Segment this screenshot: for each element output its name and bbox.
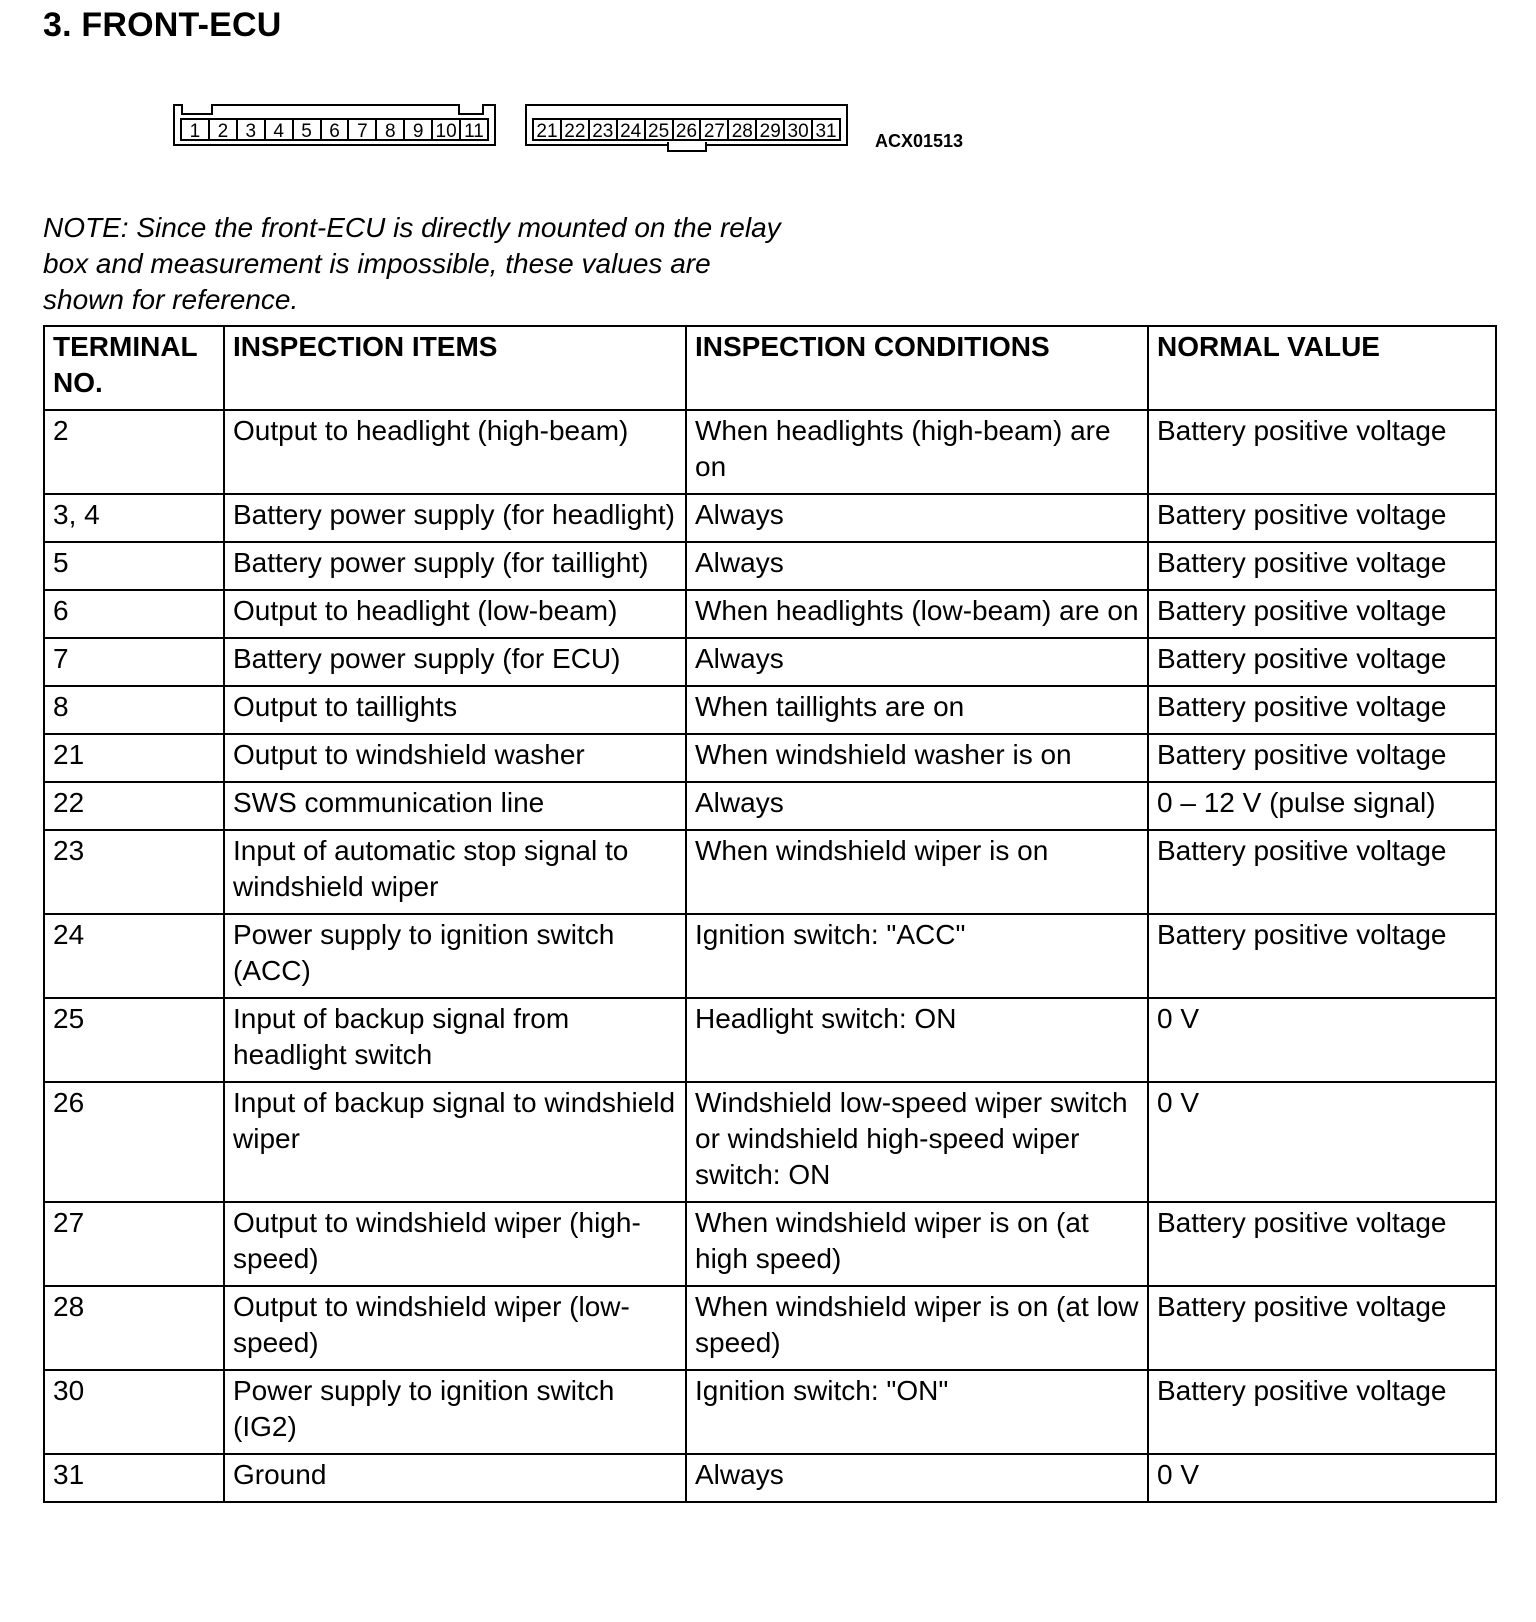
- terminal-no-cell: 6: [44, 590, 224, 638]
- terminal-no-cell: 27: [44, 1202, 224, 1286]
- connector-pin: 30: [785, 120, 813, 139]
- connector-pin: 11: [464, 121, 484, 139]
- terminal-no-cell: 31: [44, 1454, 224, 1502]
- normal-value-cell: Battery positive voltage: [1148, 410, 1496, 494]
- inspection-item-cell: Power supply to ignition switch (ACC): [224, 914, 686, 998]
- table-row: [44, 1454, 1496, 1502]
- inspection-item-cell: Input of backup signal to windshield wiper: [224, 1082, 686, 1202]
- inspection-item-cell: Ground: [224, 1454, 686, 1502]
- connector-diagram-right: [525, 104, 848, 146]
- normal-value-cell: 0 – 12 V (pulse signal): [1148, 782, 1496, 830]
- normal-value-cell: 0 V: [1148, 998, 1496, 1082]
- connector-pin-row-right: [532, 118, 841, 141]
- inspection-condition-cell: Always: [686, 542, 1148, 590]
- inspection-item-cell: Output to windshield wiper (low-speed): [224, 1286, 686, 1370]
- inspection-condition-cell: When windshield washer is on: [686, 734, 1148, 782]
- terminal-no-cell: 3, 4: [44, 494, 224, 542]
- inspection-item-cell: Output to taillights: [224, 686, 686, 734]
- connector-pin: 29: [757, 120, 785, 139]
- inspection-condition-cell: Headlight switch: ON: [686, 998, 1148, 1082]
- connector-pin: 10: [433, 120, 461, 139]
- inspection-condition-cell: When headlights (low-beam) are on: [686, 590, 1148, 638]
- table-row: [44, 734, 1496, 782]
- table-row: [44, 1370, 1496, 1454]
- inspection-condition-cell: When windshield wiper is on: [686, 830, 1148, 914]
- connector-pin: 2: [210, 120, 238, 139]
- connector-pin-row-left: [180, 118, 489, 141]
- normal-value-cell: 0 V: [1148, 1082, 1496, 1202]
- normal-value-cell: Battery positive voltage: [1148, 590, 1496, 638]
- inspection-condition-cell: Always: [686, 638, 1148, 686]
- inspection-condition-cell: When windshield wiper is on (at low speed): [686, 1286, 1148, 1370]
- terminal-no-cell: 8: [44, 686, 224, 734]
- connector-pin: 25: [646, 120, 674, 139]
- inspection-item-cell: Output to headlight (high-beam): [224, 410, 686, 494]
- terminal-no-cell: 7: [44, 638, 224, 686]
- inspection-condition-cell: When headlights (high-beam) are on: [686, 410, 1148, 494]
- inspection-condition-cell: When windshield wiper is on (at high speed): [686, 1202, 1148, 1286]
- normal-value-cell: Battery positive voltage: [1148, 542, 1496, 590]
- inspection-condition-cell: Always: [686, 782, 1148, 830]
- connector-pin: 5: [294, 120, 322, 139]
- section-title: 3. FRONT-ECU: [43, 6, 282, 44]
- header-inspection-conditions: INSPECTION CONDITIONS: [686, 326, 1148, 410]
- terminal-no-cell: 2: [44, 410, 224, 494]
- connector-pin: 28: [729, 120, 757, 139]
- table-body: [44, 410, 1496, 1502]
- inspection-condition-cell: Ignition switch: "ON": [686, 1370, 1148, 1454]
- inspection-item-cell: Output to windshield washer: [224, 734, 686, 782]
- connector-pin: 23: [590, 120, 618, 139]
- terminal-no-cell: 30: [44, 1370, 224, 1454]
- inspection-item-cell: SWS communication line: [224, 782, 686, 830]
- terminal-no-cell: 25: [44, 998, 224, 1082]
- table-row: [44, 1082, 1496, 1202]
- normal-value-cell: Battery positive voltage: [1148, 494, 1496, 542]
- inspection-condition-cell: Always: [686, 494, 1148, 542]
- normal-value-cell: Battery positive voltage: [1148, 734, 1496, 782]
- table-row: [44, 686, 1496, 734]
- connector-diagram-left: [173, 104, 496, 146]
- header-terminal-no: TERMINAL NO.: [44, 326, 224, 410]
- inspection-item-cell: Output to windshield wiper (high-speed): [224, 1202, 686, 1286]
- terminal-no-cell: 22: [44, 782, 224, 830]
- connector-latch: [181, 104, 213, 115]
- inspection-item-cell: Battery power supply (for taillight): [224, 542, 686, 590]
- table-row: [44, 782, 1496, 830]
- connector-pin: 31: [815, 121, 837, 139]
- connector-code: ACX01513: [875, 131, 964, 151]
- table-row: [44, 638, 1496, 686]
- connector-key: [667, 142, 707, 152]
- connector-pin: 1: [182, 120, 210, 139]
- normal-value-cell: Battery positive voltage: [1148, 1286, 1496, 1370]
- inspection-item-cell: Input of backup signal from headlight switch: [224, 998, 686, 1082]
- connector-pin: 21: [534, 120, 562, 139]
- reference-note: NOTE: Since the front-ECU is directly mounted on the relay box and measurement is impossible, these values are shown for reference.: [43, 212, 781, 315]
- inspection-item-cell: Input of automatic stop signal to windshield wiper: [224, 830, 686, 914]
- table-row: [44, 494, 1496, 542]
- connector-pin: 3: [238, 120, 266, 139]
- header-normal-value: NORMAL VALUE: [1148, 326, 1496, 410]
- terminal-no-cell: 21: [44, 734, 224, 782]
- terminal-spec-table: [43, 325, 1497, 1503]
- terminal-no-cell: 26: [44, 1082, 224, 1202]
- inspection-condition-cell: Ignition switch: "ACC": [686, 914, 1148, 998]
- normal-value-cell: Battery positive voltage: [1148, 914, 1496, 998]
- inspection-item-cell: Battery power supply (for headlight): [224, 494, 686, 542]
- table-row: [44, 914, 1496, 998]
- connector-pin: 22: [562, 120, 590, 139]
- connector-pin: 8: [377, 120, 405, 139]
- table-row: [44, 542, 1496, 590]
- connector-pin: 24: [618, 120, 646, 139]
- terminal-no-cell: 28: [44, 1286, 224, 1370]
- normal-value-cell: Battery positive voltage: [1148, 1202, 1496, 1286]
- connector-pin: 7: [349, 120, 377, 139]
- table-row: [44, 830, 1496, 914]
- terminal-no-cell: 5: [44, 542, 224, 590]
- inspection-condition-cell: When taillights are on: [686, 686, 1148, 734]
- normal-value-cell: Battery positive voltage: [1148, 638, 1496, 686]
- inspection-condition-cell: Windshield low-speed wiper switch or windshield high-speed wiper switch: ON: [686, 1082, 1148, 1202]
- normal-value-cell: Battery positive voltage: [1148, 686, 1496, 734]
- table-row: [44, 590, 1496, 638]
- terminal-no-cell: 23: [44, 830, 224, 914]
- terminal-no-cell: 24: [44, 914, 224, 998]
- connector-pin: 26: [674, 120, 702, 139]
- normal-value-cell: Battery positive voltage: [1148, 830, 1496, 914]
- table-row: [44, 1202, 1496, 1286]
- header-inspection-items: INSPECTION ITEMS: [224, 326, 686, 410]
- connector-pin: 4: [266, 120, 294, 139]
- inspection-item-cell: Battery power supply (for ECU): [224, 638, 686, 686]
- table-row: [44, 410, 1496, 494]
- normal-value-cell: Battery positive voltage: [1148, 1370, 1496, 1454]
- connector-latch: [458, 104, 484, 115]
- inspection-item-cell: Output to headlight (low-beam): [224, 590, 686, 638]
- normal-value-cell: 0 V: [1148, 1454, 1496, 1502]
- connector-pin: 9: [405, 120, 433, 139]
- inspection-item-cell: Power supply to ignition switch (IG2): [224, 1370, 686, 1454]
- connector-pin: 6: [322, 120, 350, 139]
- table-row: [44, 1286, 1496, 1370]
- table-header-row: [44, 326, 1496, 410]
- inspection-condition-cell: Always: [686, 1454, 1148, 1502]
- table-row: [44, 998, 1496, 1082]
- connector-pin: 27: [701, 120, 729, 139]
